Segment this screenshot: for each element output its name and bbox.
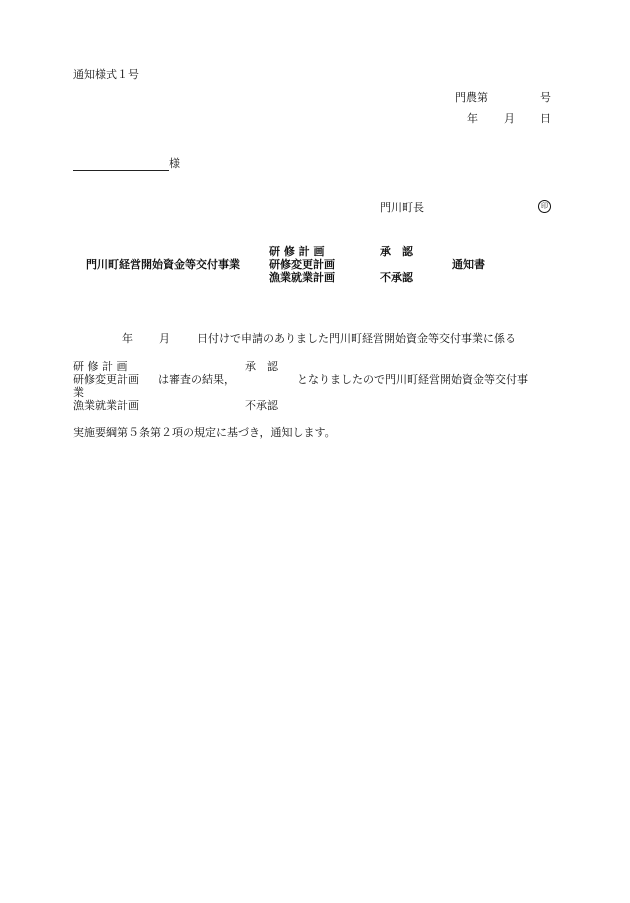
heading-doc-type: 通知書 xyxy=(452,258,485,271)
heading-program: 門川町経営開始資金等交付事業 xyxy=(86,258,240,271)
body-month: 月 xyxy=(159,332,170,345)
addressee-blank-line xyxy=(73,170,169,171)
heading-plan-option-3: 漁業就業計画 xyxy=(269,271,335,284)
date-month: 月 xyxy=(504,112,515,125)
doc-number-prefix: 門農第 xyxy=(455,91,488,104)
body-wrap-text: 業 xyxy=(73,386,84,399)
heading-result-disapprove: 不承認 xyxy=(380,271,413,284)
body-final-line: 実施要綱第５条第２項の規定に基づき，通知します。 xyxy=(73,426,336,439)
date-day: 日 xyxy=(540,112,551,125)
body-year: 年 xyxy=(122,332,133,345)
doc-number-suffix: 号 xyxy=(540,91,551,104)
body-result-disapprove: 不承認 xyxy=(245,399,278,412)
body-plan-option-2: 研修変更計画 xyxy=(73,373,139,386)
addressee-suffix: 様 xyxy=(169,157,180,170)
form-label: 通知様式１号 xyxy=(73,68,139,81)
body-plan-option-1: 研 修 計 画 xyxy=(73,360,128,373)
seal-icon: 印 xyxy=(538,200,551,213)
body-plan-option-3: 漁業就業計画 xyxy=(73,399,139,412)
heading-plan-option-1: 研 修 計 画 xyxy=(269,245,325,258)
body-review-text: は審査の結果， xyxy=(158,373,235,386)
heading-result-approve: 承 認 xyxy=(380,245,413,258)
issuer-title: 門川町長 xyxy=(380,201,424,214)
body-line1-text: 日付けで申請のありました門川町経営開始資金等交付事業に係る xyxy=(197,332,516,345)
date-year: 年 xyxy=(467,112,478,125)
body-after-result-text: となりましたので門川町経営開始資金等交付事 xyxy=(297,373,528,386)
heading-plan-option-2: 研修変更計画 xyxy=(269,258,335,271)
body-result-approve: 承 認 xyxy=(245,360,278,373)
